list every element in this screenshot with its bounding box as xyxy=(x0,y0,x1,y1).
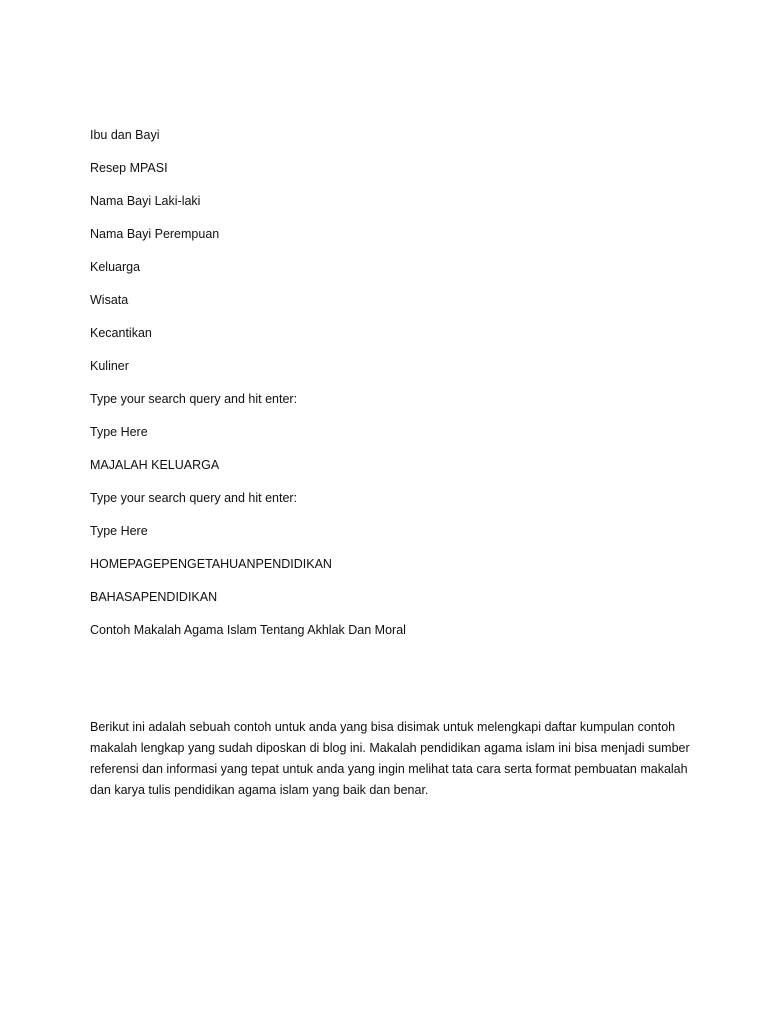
body-paragraph: Berikut ini adalah sebuah contoh untuk anda yang bisa disimak untuk melengkapi daftar kumpulan contoh makalah lengkap yang sudah diposkan di blog ini. Makalah pendidikan agama islam ini bisa menjadi sumber referensi dan informasi yang tepat untuk anda yang ingin melihat tata cara serta format pembuatan makalah dan karya tulis pendidikan agama islam yang baik dan benar. xyxy=(90,720,690,797)
line-keluarga: Keluarga xyxy=(90,260,141,274)
line-type-here-1: Type Here xyxy=(90,425,148,439)
line-nama-bayi-laki-laki: Nama Bayi Laki-laki xyxy=(90,194,201,208)
line-homepage-breadcrumb: HOMEPAGEPENGETAHUANPENDIDIKAN xyxy=(90,557,332,571)
line-search-prompt-1: Type your search query and hit enter: xyxy=(90,392,298,406)
line-article-title: Contoh Makalah Agama Islam Tentang Akhlak Dan Moral xyxy=(90,623,406,637)
line-kecantikan: Kecantikan xyxy=(90,326,152,340)
line-nama-bayi-perempuan: Nama Bayi Perempuan xyxy=(90,227,220,241)
text-lines xyxy=(90,126,690,654)
line-wisata: Wisata xyxy=(90,293,129,307)
line-majalah-keluarga: MAJALAH KELUARGA xyxy=(90,458,220,472)
line-bahasa-pendidikan: BAHASAPENDIDIKAN xyxy=(90,590,218,604)
line-kuliner: Kuliner xyxy=(90,359,129,373)
line-type-here-2: Type Here xyxy=(90,524,148,538)
line-ibu-dan-bayi: Ibu dan Bayi xyxy=(90,128,160,142)
line-search-prompt-2: Type your search query and hit enter: xyxy=(90,491,298,505)
line-resep-mpasi: Resep MPASI xyxy=(90,161,168,175)
